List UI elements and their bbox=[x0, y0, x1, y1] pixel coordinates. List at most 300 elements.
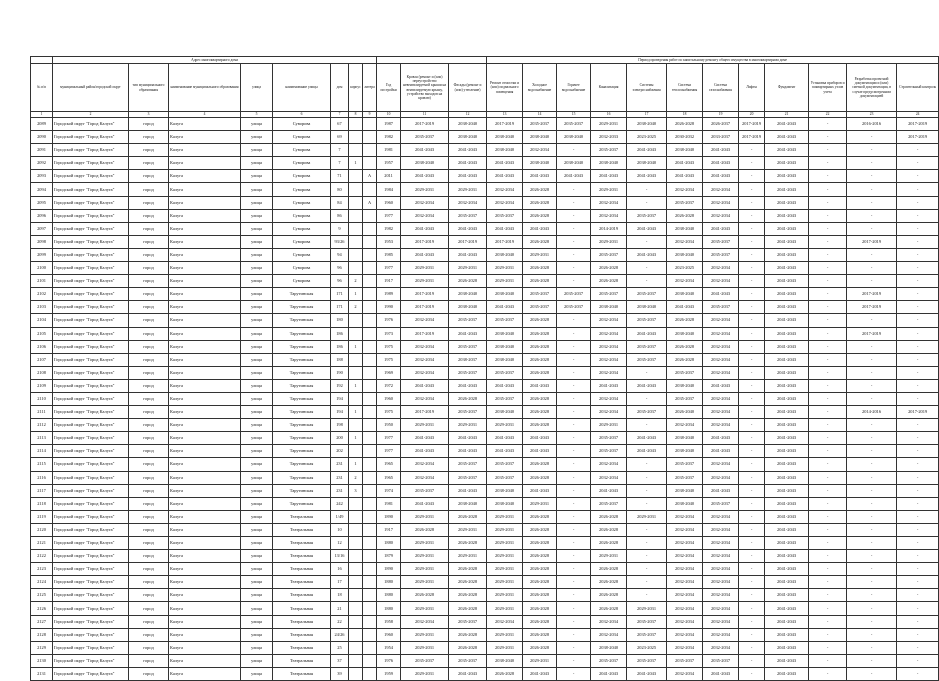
table-cell: - bbox=[557, 209, 591, 222]
table-cell: 2041-2043 bbox=[449, 157, 487, 170]
table-cell: 1890 bbox=[377, 563, 401, 576]
table-cell: - bbox=[557, 262, 591, 275]
table-cell: - bbox=[739, 550, 765, 563]
header-group-blank bbox=[31, 57, 53, 64]
table-cell: 2041-2043 bbox=[487, 222, 523, 235]
table-row bbox=[31, 602, 939, 615]
table-cell: Городской округ "Город Калуга" bbox=[53, 576, 129, 589]
table-cell bbox=[363, 576, 377, 589]
table-cell bbox=[363, 248, 377, 261]
table-cell: Городской округ "Город Калуга" bbox=[53, 484, 129, 497]
table-cell bbox=[349, 196, 363, 209]
table-cell: - bbox=[627, 497, 667, 510]
table-cell: - bbox=[847, 262, 897, 275]
column-header: Разработка проектной документации и (или) сметной документации, в случае предусмотренном документацией bbox=[847, 64, 897, 112]
table-cell: - bbox=[847, 419, 897, 432]
table-cell: 1989 bbox=[377, 288, 401, 301]
table-cell: 2026-2028 bbox=[449, 563, 487, 576]
table-row bbox=[31, 654, 939, 667]
table-cell: - bbox=[557, 628, 591, 641]
table-cell: 2032-2034 bbox=[591, 196, 627, 209]
table-cell: 2032-2034 bbox=[591, 209, 627, 222]
table-cell: - bbox=[847, 170, 897, 183]
table-cell: Городской округ "Город Калуга" bbox=[53, 563, 129, 576]
table-row bbox=[31, 144, 939, 157]
table-cell: 2041-2043 bbox=[627, 144, 667, 157]
table-cell bbox=[363, 314, 377, 327]
table-cell bbox=[363, 563, 377, 576]
table-cell: - bbox=[557, 445, 591, 458]
column-header: Кровля (ремонт и (или) переустройство невентилируемой крыши на вентилируемую крышу, устройство выходов на кровлю) bbox=[401, 64, 449, 112]
table-cell: город bbox=[129, 248, 169, 261]
table-cell: - bbox=[739, 432, 765, 445]
table-cell bbox=[349, 144, 363, 157]
table-cell: Калуга bbox=[169, 222, 241, 235]
table-cell: - bbox=[897, 589, 939, 602]
table-cell: - bbox=[809, 523, 847, 536]
table-cell: 186 bbox=[331, 327, 349, 340]
table-cell: 2032-2034 bbox=[667, 419, 703, 432]
table-cell: - bbox=[627, 471, 667, 484]
table-cell: 2032-2034 bbox=[703, 419, 739, 432]
table-cell bbox=[349, 392, 363, 405]
table-cell bbox=[363, 301, 377, 314]
table-cell: 2041-2043 bbox=[765, 366, 809, 379]
table-cell: 186 bbox=[331, 340, 349, 353]
table-cell: - bbox=[809, 550, 847, 563]
table-cell: 2029-2031 bbox=[591, 235, 627, 248]
table-cell: Калуга bbox=[169, 589, 241, 602]
table-cell: - bbox=[627, 275, 667, 288]
column-header: корпус bbox=[349, 64, 363, 112]
table-cell: город bbox=[129, 327, 169, 340]
table-cell: 2026-2028 bbox=[667, 314, 703, 327]
table-cell: Театральная bbox=[273, 510, 331, 523]
table-cell: 2026-2028 bbox=[523, 419, 557, 432]
table-cell: 2035-2037 bbox=[627, 406, 667, 419]
header-group-row bbox=[31, 57, 939, 64]
table-cell bbox=[363, 419, 377, 432]
table-cell: Городской округ "Город Калуга" bbox=[53, 314, 129, 327]
table-cell: - bbox=[897, 563, 939, 576]
table-cell: 2041-2043 bbox=[765, 510, 809, 523]
table-cell: - bbox=[897, 471, 939, 484]
table-cell: - bbox=[627, 183, 667, 196]
table-cell bbox=[349, 118, 363, 131]
table-cell: 2032-2034 bbox=[703, 523, 739, 536]
table-cell: улица bbox=[241, 654, 273, 667]
table-cell: город bbox=[129, 118, 169, 131]
table-cell: 2032-2034 bbox=[703, 406, 739, 419]
table-cell: 2026-2028 bbox=[449, 510, 487, 523]
table-cell: 2029-2031 bbox=[487, 563, 523, 576]
table-cell: 13/16 bbox=[331, 550, 349, 563]
table-cell: Суворова bbox=[273, 262, 331, 275]
table-cell: 171 bbox=[331, 288, 349, 301]
table-cell: 1981 bbox=[377, 144, 401, 157]
table-cell: 2032-2034 bbox=[401, 353, 449, 366]
table-cell: 2029-2031 bbox=[401, 667, 449, 680]
table-cell: 2041-2043 bbox=[703, 222, 739, 235]
table-cell: улица bbox=[241, 510, 273, 523]
table-cell: 2130 bbox=[31, 654, 53, 667]
table-cell: город bbox=[129, 510, 169, 523]
table-cell: Тарутинская bbox=[273, 445, 331, 458]
table-cell: 2095 bbox=[31, 196, 53, 209]
table-cell: 2041-2043 bbox=[591, 667, 627, 680]
table-cell: Тарутинская bbox=[273, 353, 331, 366]
table-cell: 84 bbox=[331, 196, 349, 209]
table-cell: город bbox=[129, 667, 169, 680]
table-cell: 2017-2019 bbox=[449, 235, 487, 248]
table-cell: улица bbox=[241, 523, 273, 536]
table-cell: 231 bbox=[331, 484, 349, 497]
table-cell: улица bbox=[241, 471, 273, 484]
table-cell: 2026-2028 bbox=[523, 471, 557, 484]
table-cell: - bbox=[809, 392, 847, 405]
table-cell bbox=[349, 667, 363, 680]
table-cell: 2035-2037 bbox=[401, 654, 449, 667]
table-cell: 2123 bbox=[31, 563, 53, 576]
table-cell: город bbox=[129, 301, 169, 314]
table-cell: 2038-2040 bbox=[449, 288, 487, 301]
column-number: 14 bbox=[523, 112, 557, 118]
table-cell: 86 bbox=[331, 209, 349, 222]
table-cell: 2023-2025 bbox=[627, 641, 667, 654]
table-cell: Тарутинская bbox=[273, 301, 331, 314]
table-cell: 2029-2031 bbox=[449, 550, 487, 563]
table-cell: город bbox=[129, 641, 169, 654]
table-cell: Суворова bbox=[273, 248, 331, 261]
table-cell: 2041-2043 bbox=[627, 379, 667, 392]
table-cell: - bbox=[809, 366, 847, 379]
table-cell: 2032-2034 bbox=[591, 628, 627, 641]
table-cell: 2038-2040 bbox=[667, 497, 703, 510]
table-cell: улица bbox=[241, 248, 273, 261]
table-cell: Городской округ "Город Калуга" bbox=[53, 510, 129, 523]
table-cell: Калуга bbox=[169, 327, 241, 340]
table-cell: 2096 bbox=[31, 209, 53, 222]
table-cell: 2032-2034 bbox=[523, 144, 557, 157]
table-cell: 2038-2040 bbox=[627, 157, 667, 170]
table-cell: 2124 bbox=[31, 576, 53, 589]
table-cell: Городской округ "Город Калуга" bbox=[53, 392, 129, 405]
table-row bbox=[31, 288, 939, 301]
table-cell: - bbox=[809, 484, 847, 497]
table-cell: 2035-2037 bbox=[627, 615, 667, 628]
table-cell: 17 bbox=[331, 576, 349, 589]
table-cell: 2041-2043 bbox=[667, 301, 703, 314]
table-cell: - bbox=[739, 275, 765, 288]
table-cell: 2038-2040 bbox=[523, 131, 557, 144]
table-cell: 1960 bbox=[377, 628, 401, 641]
table-cell: - bbox=[809, 118, 847, 131]
table-row bbox=[31, 235, 939, 248]
table-cell: - bbox=[557, 654, 591, 667]
table-cell bbox=[349, 615, 363, 628]
capital-repair-table bbox=[30, 56, 939, 681]
table-cell: 2041-2043 bbox=[765, 262, 809, 275]
table-cell: - bbox=[897, 550, 939, 563]
table-cell: - bbox=[739, 235, 765, 248]
table-cell bbox=[349, 327, 363, 340]
column-number: 2 bbox=[53, 112, 129, 118]
table-cell: - bbox=[627, 419, 667, 432]
table-cell: 2032-2034 bbox=[703, 628, 739, 641]
table-cell: 2032-2034 bbox=[667, 563, 703, 576]
table-cell: Калуга bbox=[169, 654, 241, 667]
table-cell: 2038-2040 bbox=[487, 654, 523, 667]
table-row bbox=[31, 275, 939, 288]
table-cell: 2029-2031 bbox=[401, 419, 449, 432]
table-row bbox=[31, 589, 939, 602]
table-cell: - bbox=[739, 563, 765, 576]
table-cell: 2038-2040 bbox=[557, 131, 591, 144]
table-cell: улица bbox=[241, 131, 273, 144]
table-cell: 2029-2031 bbox=[487, 523, 523, 536]
table-cell: 2035-2037 bbox=[557, 118, 591, 131]
table-cell: 2107 bbox=[31, 353, 53, 366]
table-cell: 2038-2040 bbox=[667, 327, 703, 340]
table-cell: 2 bbox=[349, 275, 363, 288]
table-cell: - bbox=[847, 628, 897, 641]
table-cell: - bbox=[809, 353, 847, 366]
table-cell: Городской округ "Город Калуга" bbox=[53, 654, 129, 667]
table-cell: Городской округ "Город Калуга" bbox=[53, 275, 129, 288]
table-cell: - bbox=[557, 667, 591, 680]
header-columns-row bbox=[31, 64, 939, 112]
table-cell: Калуга bbox=[169, 667, 241, 680]
table-cell: 1977 bbox=[377, 262, 401, 275]
table-cell: 2041-2043 bbox=[487, 432, 523, 445]
table-cell: Городской округ "Город Калуга" bbox=[53, 432, 129, 445]
table-cell: 10 bbox=[331, 523, 349, 536]
table-cell: 190 bbox=[331, 366, 349, 379]
table-cell: 2026-2028 bbox=[449, 589, 487, 602]
table-cell: 2041-2043 bbox=[765, 144, 809, 157]
table-cell: 94 bbox=[331, 248, 349, 261]
table-cell: 2041-2043 bbox=[765, 654, 809, 667]
table-cell: 2035-2037 bbox=[667, 471, 703, 484]
table-cell: 2032-2034 bbox=[667, 550, 703, 563]
table-cell: - bbox=[897, 576, 939, 589]
table-cell: - bbox=[627, 576, 667, 589]
table-cell bbox=[349, 576, 363, 589]
table-cell: - bbox=[739, 262, 765, 275]
table-cell: 1/49 bbox=[331, 510, 349, 523]
table-cell: 2035-2037 bbox=[627, 314, 667, 327]
table-cell: 192 bbox=[331, 379, 349, 392]
table-cell: - bbox=[557, 314, 591, 327]
table-cell: 1965 bbox=[377, 458, 401, 471]
table-cell bbox=[363, 641, 377, 654]
table-cell: Калуга bbox=[169, 157, 241, 170]
table-cell: - bbox=[809, 131, 847, 144]
table-cell: 2108 bbox=[31, 366, 53, 379]
table-cell: 2041-2043 bbox=[765, 170, 809, 183]
table-cell: 2032-2034 bbox=[591, 406, 627, 419]
table-cell: 2023-2025 bbox=[627, 131, 667, 144]
column-header: наименование муниципального образования bbox=[169, 64, 241, 112]
column-number: 22 bbox=[809, 112, 847, 118]
table-row bbox=[31, 471, 939, 484]
column-number: 8 bbox=[349, 112, 363, 118]
table-cell: - bbox=[627, 563, 667, 576]
table-cell: 2032-2034 bbox=[487, 196, 523, 209]
table-cell: 2035-2037 bbox=[523, 288, 557, 301]
table-cell: 2035-2037 bbox=[449, 458, 487, 471]
table-cell: 2041-2043 bbox=[487, 157, 523, 170]
table-cell: 2041-2043 bbox=[523, 170, 557, 183]
table-cell: 1972 bbox=[377, 379, 401, 392]
table-cell: - bbox=[847, 563, 897, 576]
table-cell: 2041-2043 bbox=[523, 432, 557, 445]
table-cell: Калуга bbox=[169, 406, 241, 419]
table-cell: Тарутинская bbox=[273, 288, 331, 301]
table-cell: - bbox=[897, 209, 939, 222]
table-cell: Калуга bbox=[169, 510, 241, 523]
table-cell: - bbox=[897, 353, 939, 366]
table-cell: 2026-2028 bbox=[523, 523, 557, 536]
table-cell: город bbox=[129, 537, 169, 550]
table-cell: 2029-2031 bbox=[523, 248, 557, 261]
table-cell: Суворова bbox=[273, 144, 331, 157]
table-cell: 2032-2034 bbox=[703, 563, 739, 576]
table-cell: - bbox=[847, 667, 897, 680]
table-cell: 2106 bbox=[31, 340, 53, 353]
table-cell: - bbox=[809, 301, 847, 314]
table-cell: 2038-2040 bbox=[487, 353, 523, 366]
table-cell bbox=[363, 406, 377, 419]
table-cell: - bbox=[847, 392, 897, 405]
table-cell: Калуга bbox=[169, 641, 241, 654]
column-number: 13 bbox=[487, 112, 523, 118]
table-cell: 37 bbox=[331, 654, 349, 667]
table-cell: 2041-2043 bbox=[703, 484, 739, 497]
table-cell: 2041-2043 bbox=[591, 170, 627, 183]
table-cell bbox=[363, 131, 377, 144]
table-cell: город bbox=[129, 628, 169, 641]
table-cell: - bbox=[809, 602, 847, 615]
table-cell: 2029-2031 bbox=[591, 118, 627, 131]
table-cell: 2038-2040 bbox=[487, 497, 523, 510]
table-cell: 2029-2031 bbox=[487, 589, 523, 602]
table-cell: 2126 bbox=[31, 602, 53, 615]
table-cell: 2029-2031 bbox=[401, 537, 449, 550]
table-cell: 2035-2037 bbox=[449, 615, 487, 628]
table-cell: Городской округ "Город Калуга" bbox=[53, 602, 129, 615]
table-cell bbox=[363, 327, 377, 340]
table-row bbox=[31, 432, 939, 445]
table-row bbox=[31, 314, 939, 327]
table-row bbox=[31, 118, 939, 131]
table-cell: 1965 bbox=[377, 471, 401, 484]
table-cell bbox=[363, 497, 377, 510]
table-cell: - bbox=[557, 471, 591, 484]
table-cell: 2035-2037 bbox=[523, 301, 557, 314]
table-cell: 2032-2034 bbox=[667, 589, 703, 602]
column-number: 9 bbox=[363, 112, 377, 118]
table-cell: 1890 bbox=[377, 510, 401, 523]
table-cell: Калуга bbox=[169, 183, 241, 196]
table-cell: 1 bbox=[349, 157, 363, 170]
table-cell: улица bbox=[241, 432, 273, 445]
table-cell: 2026-2028 bbox=[523, 563, 557, 576]
table-cell: Калуга bbox=[169, 419, 241, 432]
table-cell: - bbox=[897, 392, 939, 405]
table-cell: - bbox=[847, 615, 897, 628]
table-cell: 2017-2019 bbox=[487, 118, 523, 131]
table-cell: 2032-2034 bbox=[401, 458, 449, 471]
column-number: 24 bbox=[897, 112, 939, 118]
table-cell: 2032-2034 bbox=[449, 196, 487, 209]
table-cell bbox=[363, 235, 377, 248]
table-cell: - bbox=[627, 235, 667, 248]
table-cell: город bbox=[129, 314, 169, 327]
table-cell bbox=[363, 537, 377, 550]
table-cell: 21 bbox=[331, 602, 349, 615]
table-cell: 2029-2031 bbox=[591, 550, 627, 563]
table-cell bbox=[349, 497, 363, 510]
table-cell: 2041-2043 bbox=[401, 170, 449, 183]
table-cell bbox=[363, 157, 377, 170]
table-cell: - bbox=[627, 458, 667, 471]
table-cell: 2029-2031 bbox=[523, 654, 557, 667]
table-cell: 2030-2032 bbox=[667, 131, 703, 144]
table-cell: - bbox=[897, 602, 939, 615]
table-cell: 2041-2043 bbox=[487, 379, 523, 392]
table-cell: - bbox=[897, 301, 939, 314]
table-cell bbox=[363, 288, 377, 301]
table-cell: 2035-2037 bbox=[591, 497, 627, 510]
table-cell: Городской округ "Город Калуга" bbox=[53, 118, 129, 131]
table-cell: 2041-2043 bbox=[627, 248, 667, 261]
column-number: 20 bbox=[739, 112, 765, 118]
table-cell: 2017-2019 bbox=[401, 235, 449, 248]
table-cell: 198 bbox=[331, 419, 349, 432]
table-cell: 2032-2034 bbox=[667, 641, 703, 654]
table-cell: 2026-2028 bbox=[591, 523, 627, 536]
table-cell: 2029-2031 bbox=[487, 419, 523, 432]
table-cell: 2026-2028 bbox=[523, 314, 557, 327]
table-cell: 1 bbox=[349, 432, 363, 445]
table-cell bbox=[349, 209, 363, 222]
table-cell: 2038-2040 bbox=[627, 118, 667, 131]
table-cell: 2041-2043 bbox=[449, 170, 487, 183]
table-cell: 2035-2037 bbox=[523, 118, 557, 131]
table-cell: - bbox=[809, 314, 847, 327]
table-cell: - bbox=[739, 288, 765, 301]
table-cell: 2035-2037 bbox=[627, 340, 667, 353]
table-cell: улица bbox=[241, 445, 273, 458]
table-cell: 2026-2028 bbox=[523, 235, 557, 248]
table-cell: 188 bbox=[331, 353, 349, 366]
table-cell: 7 bbox=[331, 144, 349, 157]
table-cell: Городской округ "Город Калуга" bbox=[53, 157, 129, 170]
table-cell: 2038-2040 bbox=[591, 157, 627, 170]
table-row bbox=[31, 366, 939, 379]
table-cell: Городской округ "Город Калуга" bbox=[53, 222, 129, 235]
table-cell: 2029-2031 bbox=[401, 262, 449, 275]
table-cell: 1 bbox=[349, 406, 363, 419]
table-cell: Тарутинская bbox=[273, 432, 331, 445]
table-cell: - bbox=[897, 314, 939, 327]
table-cell: город bbox=[129, 183, 169, 196]
table-cell: - bbox=[739, 340, 765, 353]
table-cell: Городской округ "Город Калуга" bbox=[53, 550, 129, 563]
table-cell: 2026-2028 bbox=[523, 275, 557, 288]
table-cell: 2026-2028 bbox=[523, 537, 557, 550]
